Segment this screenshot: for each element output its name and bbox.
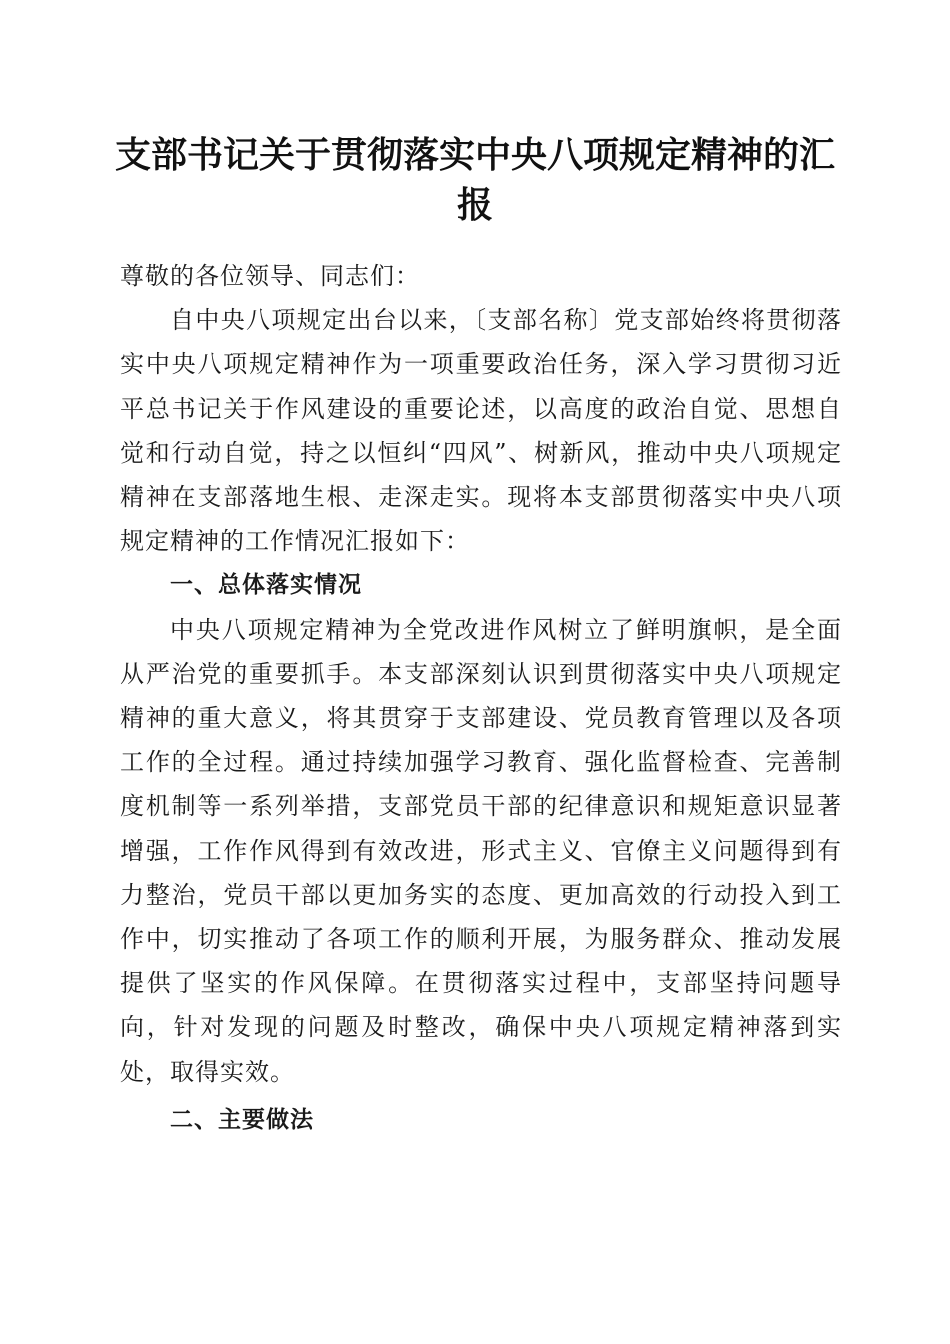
document-title: 支部书记关于贯彻落实中央八项规定精神的汇报 — [114, 134, 835, 226]
salutation: 尊敬的各位领导、同志们： — [120, 262, 420, 290]
document-body — [120, 254, 842, 1142]
section-heading-1: 一、总体落实情况 — [170, 572, 362, 599]
section-heading-2: 二、主要做法 — [170, 1106, 314, 1133]
section-1-paragraph: 中央八项规定精神为全党改进作风树立了鲜明旗帜，是全面从严治党的重要抓手。本支部深刻认识到贯彻落实中央八项规定精神的重大意义，将其贯穿于支部建设、党员教育管理以及各项工作的全过程。通过持续加强学习教育、强化监督检查、完善制度机制等一系列举措，支部党员干部的纪律意识和规矩意识显著增强，工作作风得到有效改进，形式主义、官僚主义问题得到有力整治，党员干部以更加务实的态度、更加高效的行动投入到工作中，切实推动了各项工作的顺利开展，为服务群众、推动发展提供了坚实的作风保障。在贯彻落实过程中，支部坚持问题导向，针对发现的问题及时整改，确保中央八项规定精神落到实处，取得实效。 — [120, 615, 842, 1086]
intro-paragraph: 自中央八项规定出台以来，〔支部名称〕党支部始终将贯彻落实中央八项规定精神作为一项重要政治任务，深入学习贯彻习近平总书记关于作风建设的重要论述，以高度的政治自觉、思想自觉和行动自觉，持之以恒纠“四风”、树新风，推动中央八项规定精神在支部落地生根、走深走实。现将本支部贯彻落实中央八项规定精神的工作情况汇报如下： — [120, 306, 842, 556]
